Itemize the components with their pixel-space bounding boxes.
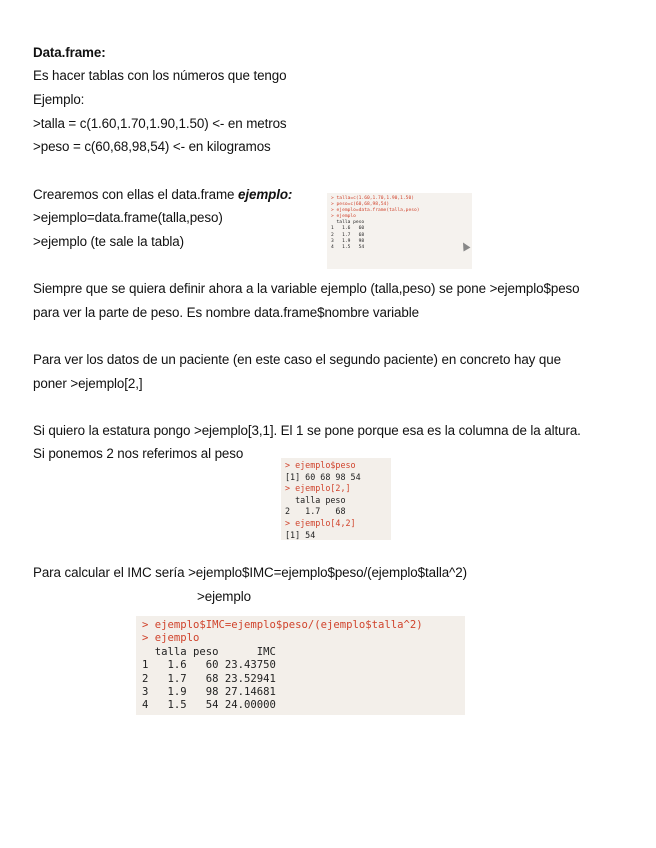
console-line: talla peso bbox=[331, 220, 365, 226]
paragraph-line bbox=[33, 187, 292, 203]
console-line: 2 1.7 68 bbox=[285, 506, 346, 517]
console-line: > peso=c(60,68,98,54) bbox=[331, 202, 390, 208]
console-line: > ejemplo bbox=[142, 632, 200, 645]
code-line: >ejemplo=data.frame(talla,peso) bbox=[33, 210, 223, 225]
console-line: > ejemplo[4,2] bbox=[285, 517, 356, 528]
console-line: talla peso IMC bbox=[142, 645, 276, 658]
paragraph-line: Para calcular el IMC sería >ejemplo$IMC=ejemplo$peso/(ejemplo$talla^2) bbox=[33, 565, 467, 580]
console-line: > ejemplo=data.frame(talla,peso) bbox=[331, 208, 420, 214]
console-line: > ejemplo$peso bbox=[285, 460, 356, 470]
paragraph-line: Si ponemos 2 nos referimos al peso bbox=[33, 446, 244, 461]
console-line: 1 1.6 60 bbox=[331, 226, 365, 232]
console-line: > ejemplo[2,] bbox=[285, 483, 351, 494]
paragraph-line: Para ver los datos de un paciente (en este caso el segundo paciente) en concreto hay que bbox=[33, 352, 561, 367]
emphasis-text: ejemplo: bbox=[238, 187, 293, 202]
code-line: >peso = c(60,68,98,54) <- en kilogramos bbox=[33, 139, 271, 154]
console-screenshot-imc bbox=[136, 616, 465, 715]
console-line: 4 1.5 54 24.00000 bbox=[142, 699, 276, 712]
console-line: 2 1.7 68 23.52941 bbox=[142, 672, 276, 685]
console-line: 3 1.9 98 bbox=[331, 238, 365, 244]
console-line: 4 1.5 54 bbox=[331, 244, 365, 250]
console-line: > ejemplo$IMC=ejemplo$peso/(ejemplo$talla^2) bbox=[142, 619, 423, 631]
paragraph-line: poner >ejemplo[2,] bbox=[33, 376, 143, 391]
console-screenshot-indexing bbox=[281, 458, 391, 540]
console-line: 2 1.7 68 bbox=[331, 232, 365, 238]
console-line: [1] 54 bbox=[285, 529, 316, 540]
section-title: Data.frame: bbox=[33, 45, 106, 60]
paragraph-line: Siempre que se quiera definir ahora a la variable ejemplo (talla,peso) se pone >ejemplo$peso bbox=[33, 281, 580, 296]
paragraph-text: Crearemos con ellas el data.frame bbox=[33, 187, 238, 202]
code-line: >ejemplo (te sale la tabla) bbox=[33, 234, 185, 249]
code-line: >talla = c(1.60,1.70,1.90,1.50) <- en metros bbox=[33, 116, 287, 131]
console-line: [1] 60 68 98 54 bbox=[285, 471, 361, 482]
console-screenshot-dataframe bbox=[327, 193, 472, 269]
paragraph-line: Es hacer tablas con los números que tengo bbox=[33, 68, 287, 83]
console-line: > talla=c(1.60,1.70,1.90,1.50) bbox=[331, 196, 414, 201]
code-line: >ejemplo bbox=[197, 589, 251, 604]
paragraph-line: Ejemplo: bbox=[33, 92, 85, 107]
paragraph-line: Si quiero la estatura pongo >ejemplo[3,1]. El 1 se pone porque esa es la columna de la altura. bbox=[33, 423, 581, 438]
console-line: 3 1.9 98 27.14681 bbox=[142, 686, 276, 699]
console-line: talla peso bbox=[285, 494, 346, 505]
console-line: 1 1.6 60 23.43750 bbox=[142, 659, 276, 672]
paragraph-line: para ver la parte de peso. Es nombre data.frame$nombre variable bbox=[33, 305, 419, 320]
console-line: > ejemplo bbox=[331, 214, 356, 220]
